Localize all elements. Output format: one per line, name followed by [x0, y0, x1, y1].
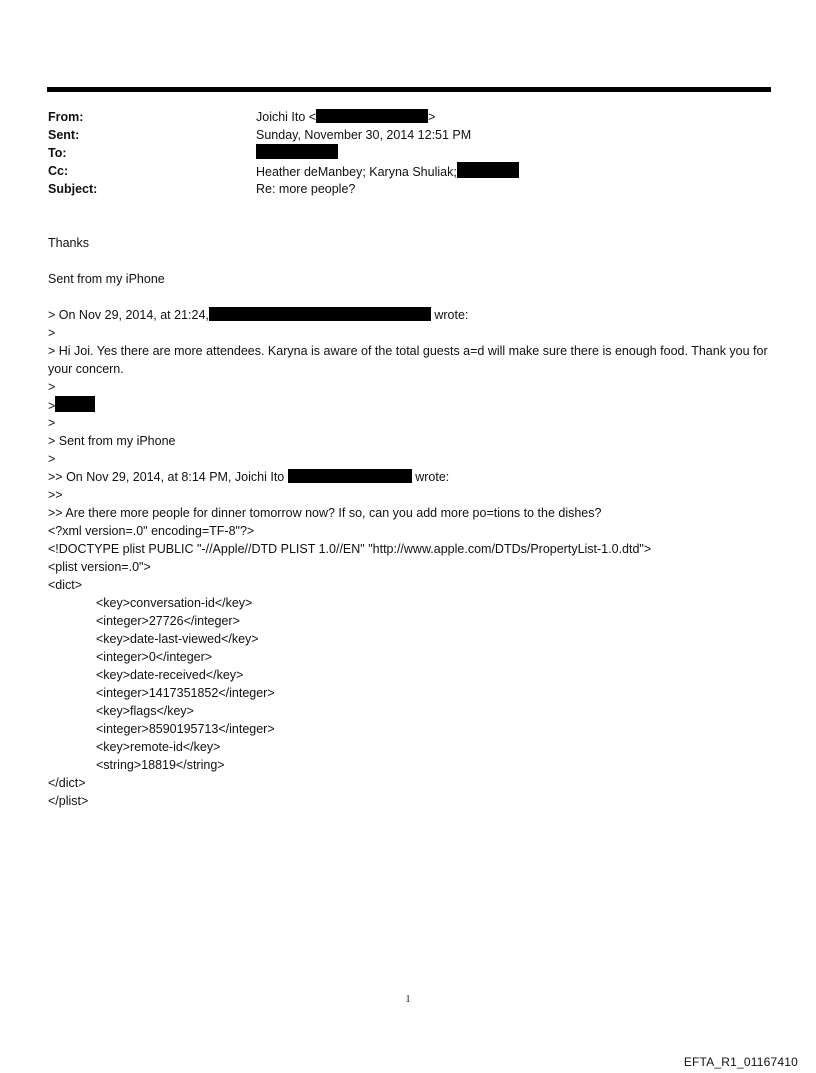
redaction-block: [457, 162, 519, 178]
quote-header-suffix: wrote:: [430, 308, 469, 322]
dict-line: <integer>8590195713</integer>: [96, 722, 275, 736]
quote-redacted-line: [48, 396, 768, 414]
quote-header-suffix: wrote:: [411, 470, 450, 484]
cc-names: Heather deManbey; Karyna Shuliak;: [256, 165, 457, 179]
subject-label: Subject:: [48, 182, 98, 196]
page-number: 1: [405, 994, 411, 1005]
dict-line: <key>flags</key>: [96, 704, 194, 718]
quote-header-prefix: > On Nov 29, 2014, at 21:24,: [48, 308, 209, 322]
quote-blank: >: [48, 326, 56, 340]
dict-line: <string>18819</string>: [96, 758, 225, 772]
quote-header-1: [48, 306, 768, 324]
from-row: [48, 108, 768, 126]
redaction-block: [316, 109, 428, 123]
quote-blank: >: [48, 380, 56, 394]
quote-blank: >: [48, 416, 56, 430]
subject-value: Re: more people?: [256, 182, 356, 196]
from-name: Joichi Ito <: [256, 110, 317, 124]
redaction-block: [256, 144, 338, 159]
email-body: [48, 234, 768, 810]
email-header: [48, 108, 768, 198]
cc-value: [256, 162, 768, 180]
redaction-block: [55, 396, 95, 412]
xml-dict-open: <dict>: [48, 578, 83, 592]
from-close: >: [428, 110, 436, 124]
to-label: To:: [48, 146, 67, 160]
quote-signature: > Sent from my iPhone: [48, 434, 176, 448]
quote-header-prefix: >> On Nov 29, 2014, at 8:14 PM, Joichi Ito: [48, 470, 288, 484]
to-value: [256, 144, 768, 162]
sent-row: [48, 126, 768, 144]
nested-quote-blank: >>: [48, 488, 63, 502]
quote-header-2: [48, 468, 768, 486]
document-id: EFTA_R1_01167410: [683, 1055, 798, 1069]
dict-line: <key>date-last-viewed</key>: [96, 632, 259, 646]
nested-quote-text: >> Are there more people for dinner tomorrow now? If so, can you add more po=tions to the dishes?: [48, 506, 602, 520]
to-row: [48, 144, 768, 162]
xml-declaration: <?xml version=.0" encoding=TF-8"?>: [48, 524, 255, 538]
xml-plist-open: <plist version=.0">: [48, 560, 151, 574]
redaction-block: [209, 307, 431, 321]
from-label: From:: [48, 110, 84, 124]
header-rule: [47, 87, 771, 92]
sent-value: Sunday, November 30, 2014 12:51 PM: [256, 128, 472, 142]
dict-line: <integer>1417351852</integer>: [96, 686, 275, 700]
xml-plist-close: </plist>: [48, 794, 89, 808]
dict-line: <key>conversation-id</key>: [96, 596, 253, 610]
redaction-block: [288, 469, 412, 483]
quote-marker: >: [48, 399, 56, 413]
dict-line: <key>remote-id</key>: [96, 740, 221, 754]
xml-dict-close: </dict>: [48, 776, 86, 790]
xml-doctype: <!DOCTYPE plist PUBLIC "-//Apple//DTD PLIST 1.0//EN" "http://www.apple.com/DTDs/PropertyList-1.0.dtd">: [48, 542, 652, 556]
dict-line: <integer>0</integer>: [96, 650, 213, 664]
quote-text: > Hi Joi. Yes there are more attendees. Karyna is aware of the total guests a=d will make sure there is enough food. Thank you for your concern.: [48, 344, 768, 376]
body-thanks: Thanks: [48, 236, 89, 250]
quote-blank: >: [48, 452, 56, 466]
body-signature: Sent from my iPhone: [48, 272, 165, 286]
from-value: [256, 108, 768, 126]
dict-line: <key>date-received</key>: [96, 668, 244, 682]
sent-label: Sent:: [48, 128, 80, 142]
cc-row: [48, 162, 768, 180]
dict-line: <integer>27726</integer>: [96, 614, 240, 628]
cc-label: Cc:: [48, 164, 69, 178]
subject-row: [48, 180, 768, 198]
